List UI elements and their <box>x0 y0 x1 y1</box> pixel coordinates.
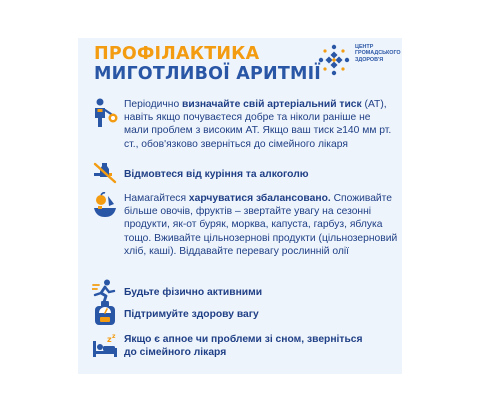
list-item <box>92 165 392 183</box>
list-item <box>92 333 392 363</box>
weight-scale-icon <box>92 301 118 327</box>
item-text: Періодично визначайте свій артеріальний тиск (АТ), навіть якщо почуваєтеся добре та ніколи раніше не мали проблем з високим АТ. Якщо ваш тиск ≥140 мм рт. ст., обов'язково зверніться до сімейного лікаря <box>124 99 392 150</box>
title-line-1: ПРОФІЛАКТИКА <box>94 44 260 64</box>
item-text: Підтримуйте здорову вагу <box>124 309 259 320</box>
item-text: Відмовтеся від куріння та алкоголю <box>124 169 309 180</box>
item-text: Намагайтеся харчуватися збалансовано. Споживайте більше овочів, фруктів – звертайте увагу на сезонні продукти, як-от буряк, морква, капуста, гарбуз, яблука тощо. Вживайте цільнозернові продукти (цільнозерновий хліб, каші). Віддавайте перевагу рослинній олії <box>124 193 398 257</box>
no-smoking-alcohol-icon <box>92 161 118 187</box>
public-health-center-logo-icon <box>316 42 352 78</box>
healthy-food-icon <box>92 192 118 218</box>
item-text: Будьте фізично активними <box>124 287 263 298</box>
list-item <box>92 98 392 162</box>
list-item <box>92 192 398 274</box>
svg-text:z: z <box>112 333 116 340</box>
title-line-2: МИГОТЛИВОЇ АРИТМІЇ <box>94 64 322 84</box>
logo-text: ЦЕНТР ГРОМАДСЬКОГО ЗДОРОВ'Я <box>355 44 401 63</box>
page-title <box>94 44 321 84</box>
list-item <box>92 303 392 321</box>
svg-text:z: z <box>107 335 112 344</box>
item-text: Якщо є апное чи проблеми зі сном, зверніться до сімейного лікаря <box>124 334 363 359</box>
sleep-bed-icon <box>92 333 118 359</box>
doctor-blood-pressure-icon <box>92 98 118 124</box>
list-item <box>92 282 392 300</box>
logo <box>316 40 401 80</box>
